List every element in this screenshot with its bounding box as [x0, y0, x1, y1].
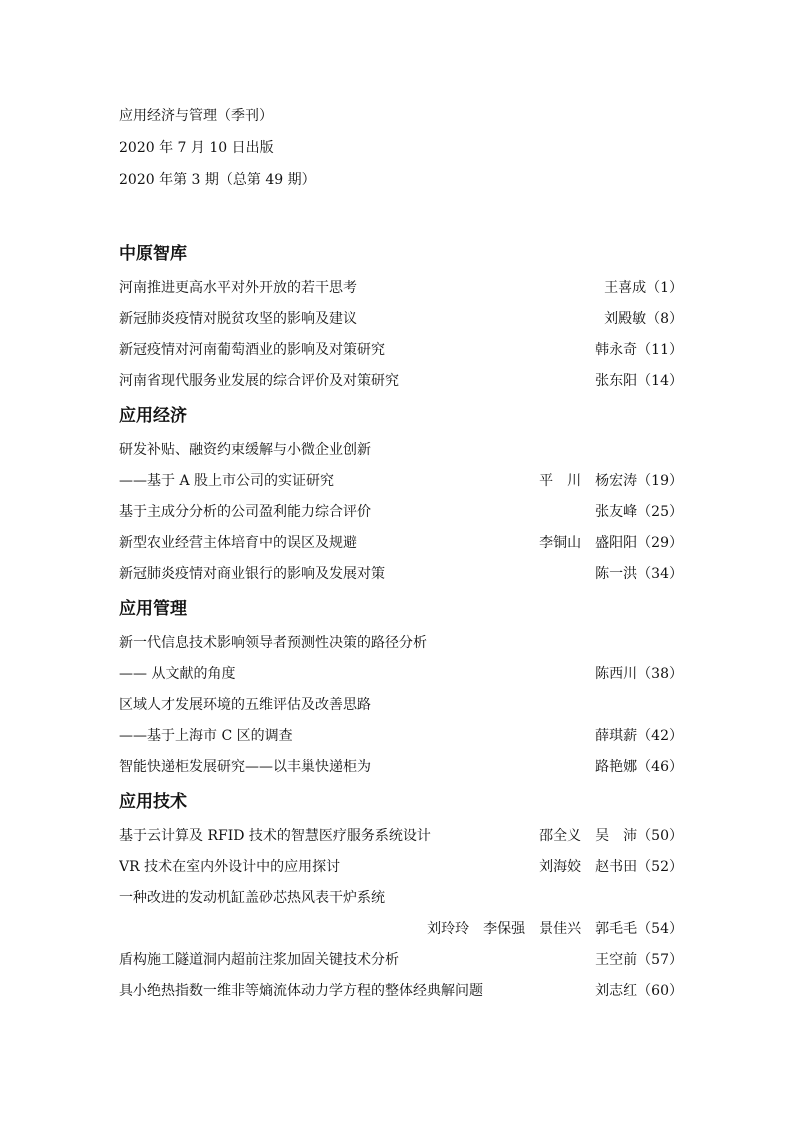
publication-date: 2020 年 7 月 10 日出版: [119, 140, 274, 156]
toc-row: [119, 497, 683, 528]
article-title: 智能快递柜发展研究——以丰巢快递柜为: [119, 759, 371, 775]
article-title: 新冠肺炎疫情对商业银行的影响及发展对策: [119, 566, 385, 582]
author-page: 张东阳（14）: [595, 373, 683, 389]
toc-row: [119, 435, 683, 466]
article-title: 新一代信息技术影响领导者预测性决策的路径分析: [119, 635, 427, 651]
toc-entry: [119, 852, 683, 883]
article-title: 基于云计算及 RFID 技术的智慧医疗服务系统设计: [119, 828, 431, 844]
article-title: 具小绝热指数一维非等熵流体动力学方程的整体经典解问题: [119, 983, 483, 999]
article-title: 基于主成分分析的公司盈利能力综合评价: [119, 504, 371, 520]
author-page: 刘玲玲 李保强 景佳兴 郭毛毛（54）: [427, 921, 683, 937]
toc-row: [119, 466, 683, 497]
author-page: 韩永奇（11）: [595, 342, 683, 358]
toc-row: [119, 945, 683, 976]
toc-entry: [119, 690, 683, 752]
toc-entry: [119, 497, 683, 528]
author-page: 陈西川（38）: [595, 666, 683, 682]
toc-row: [119, 366, 683, 397]
toc-entry: [119, 528, 683, 559]
section-title: 应用技术: [119, 792, 187, 812]
article-title: VR 技术在室内外设计中的应用探讨: [119, 859, 341, 875]
author-page: 刘殿敏（8）: [604, 311, 683, 327]
journal-title: 应用经济与管理（季刊）: [119, 108, 273, 124]
issue-number: 2020 年第 3 期（总第 49 期）: [119, 172, 316, 188]
author-page: 平 川 杨宏涛（19）: [539, 473, 683, 489]
toc-entry: [119, 335, 683, 366]
author-page: 邵全义 吴 沛（50）: [539, 828, 683, 844]
article-title: 研发补贴、融资约束缓解与小微企业创新: [119, 442, 371, 458]
article-title: ——基于上海市 C 区的调查: [119, 728, 293, 744]
section-title: 中原智库: [119, 244, 187, 264]
section-title: 应用经济: [119, 406, 187, 426]
author-page: 刘海姣 赵书田（52）: [539, 859, 683, 875]
author-page: 薛琪薪（42）: [595, 728, 683, 744]
author-page: 刘志红（60）: [595, 983, 683, 999]
toc-row: [119, 821, 683, 852]
author-page: 路艳娜（46）: [595, 759, 683, 775]
toc-entry: [119, 821, 683, 852]
toc-entry: [119, 628, 683, 690]
toc-row: [119, 914, 683, 945]
toc-section: [119, 235, 683, 397]
toc-row: [119, 721, 683, 752]
toc-row: [119, 273, 683, 304]
article-title: 河南推进更高水平对外开放的若干思考: [119, 280, 357, 296]
toc-row: [119, 659, 683, 690]
toc-row: [119, 335, 683, 366]
toc-entry: [119, 366, 683, 397]
toc-entry: [119, 435, 683, 497]
article-title: 一种改进的发动机缸盖砂芯热风表干炉系统: [119, 890, 385, 906]
section-title: 应用管理: [119, 599, 187, 619]
author-page: 李铜山 盛阳阳（29）: [539, 535, 683, 551]
author-page: 张友峰（25）: [595, 504, 683, 520]
toc-entry: [119, 304, 683, 335]
author-page: 陈一洪（34）: [595, 566, 683, 582]
article-title: 新冠疫情对河南葡萄酒业的影响及对策研究: [119, 342, 385, 358]
toc-entry: [119, 273, 683, 304]
toc-entry: [119, 945, 683, 976]
toc-row: [119, 528, 683, 559]
toc-section: [119, 397, 683, 590]
toc-row: [119, 690, 683, 721]
toc-entry: [119, 976, 683, 1007]
toc-section: [119, 783, 683, 1007]
toc-entry: [119, 883, 683, 945]
article-title: 盾构施工隧道洞内超前注浆加固关键技术分析: [119, 952, 399, 968]
toc-row: [119, 976, 683, 1007]
toc-entry: [119, 559, 683, 590]
toc-row: [119, 852, 683, 883]
journal-header: [119, 100, 316, 196]
toc-section: [119, 590, 683, 783]
article-title: 河南省现代服务业发展的综合评价及对策研究: [119, 373, 399, 389]
toc-row: [119, 883, 683, 914]
table-of-contents: [119, 235, 683, 1007]
article-title: ——基于 A 股上市公司的实证研究: [119, 473, 335, 489]
article-title: 区域人才发展环境的五维评估及改善思路: [119, 697, 371, 713]
toc-row: [119, 559, 683, 590]
article-title: 新冠肺炎疫情对脱贫攻坚的影响及建议: [119, 311, 357, 327]
toc-row: [119, 304, 683, 335]
article-title: 新型农业经营主体培育中的误区及规避: [119, 535, 357, 551]
toc-row: [119, 752, 683, 783]
author-page: 王喜成（1）: [604, 280, 683, 296]
toc-row: [119, 628, 683, 659]
article-title: —— 从文献的角度: [119, 666, 236, 682]
toc-entry: [119, 752, 683, 783]
author-page: 王空前（57）: [595, 952, 683, 968]
